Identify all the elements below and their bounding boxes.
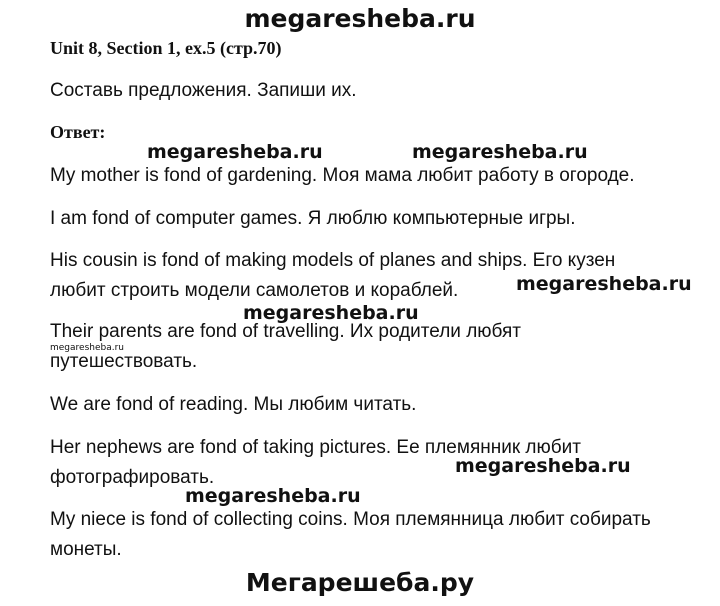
watermark-inline: megaresheba.ru (412, 141, 588, 163)
exercise-heading: Unit 8, Section 1, ex.5 (стр.70) (50, 38, 282, 58)
sentence-line: We are fond of reading. Мы любим читать. (50, 394, 417, 415)
sentence-7 (50, 505, 700, 565)
watermark-inline: megaresheba.ru (243, 302, 419, 324)
sentence-line: Her nephews are fond of taking pictures. Ее племянник любит (50, 437, 581, 458)
watermark-bottom: Мегарешеба.ру (245, 568, 475, 597)
watermark-top: megaresheba.ru (244, 4, 476, 33)
sentence-2 (50, 204, 700, 234)
sentence-line: My mother is fond of gardening. Моя мама любит работу в огороде. (50, 165, 635, 186)
task-instruction: Составь предложения. Запиши их. (50, 80, 357, 101)
sentence-line: I am fond of computer games. Я люблю компьютерные игры. (50, 208, 576, 229)
watermark-inline: megaresheba.ru (185, 485, 361, 507)
sentence-line: фотографировать. (50, 467, 215, 488)
sentence-5 (50, 390, 700, 420)
watermark-inline: megaresheba.ru (147, 141, 323, 163)
sentence-line: путешествовать. (50, 351, 198, 372)
sentence-1 (50, 161, 700, 191)
sentence-line: My niece is fond of collecting coins. Моя племянница любит собирать (50, 509, 651, 530)
watermark-tiny: megaresheba.ru (50, 343, 124, 353)
sentence-line: Their parents are fond of travelling. Их родители любят (50, 321, 521, 342)
sentence-4 (50, 317, 700, 377)
watermark-inline: megaresheba.ru (455, 455, 631, 477)
watermark-inline: megaresheba.ru (516, 273, 692, 295)
sentence-line: монеты. (50, 539, 122, 560)
answer-label: Ответ: (50, 122, 106, 142)
sentence-line: любит строить модели самолетов и кораблей. (50, 280, 459, 301)
sentence-line: His cousin is fond of making models of planes and ships. Его кузен (50, 250, 616, 271)
